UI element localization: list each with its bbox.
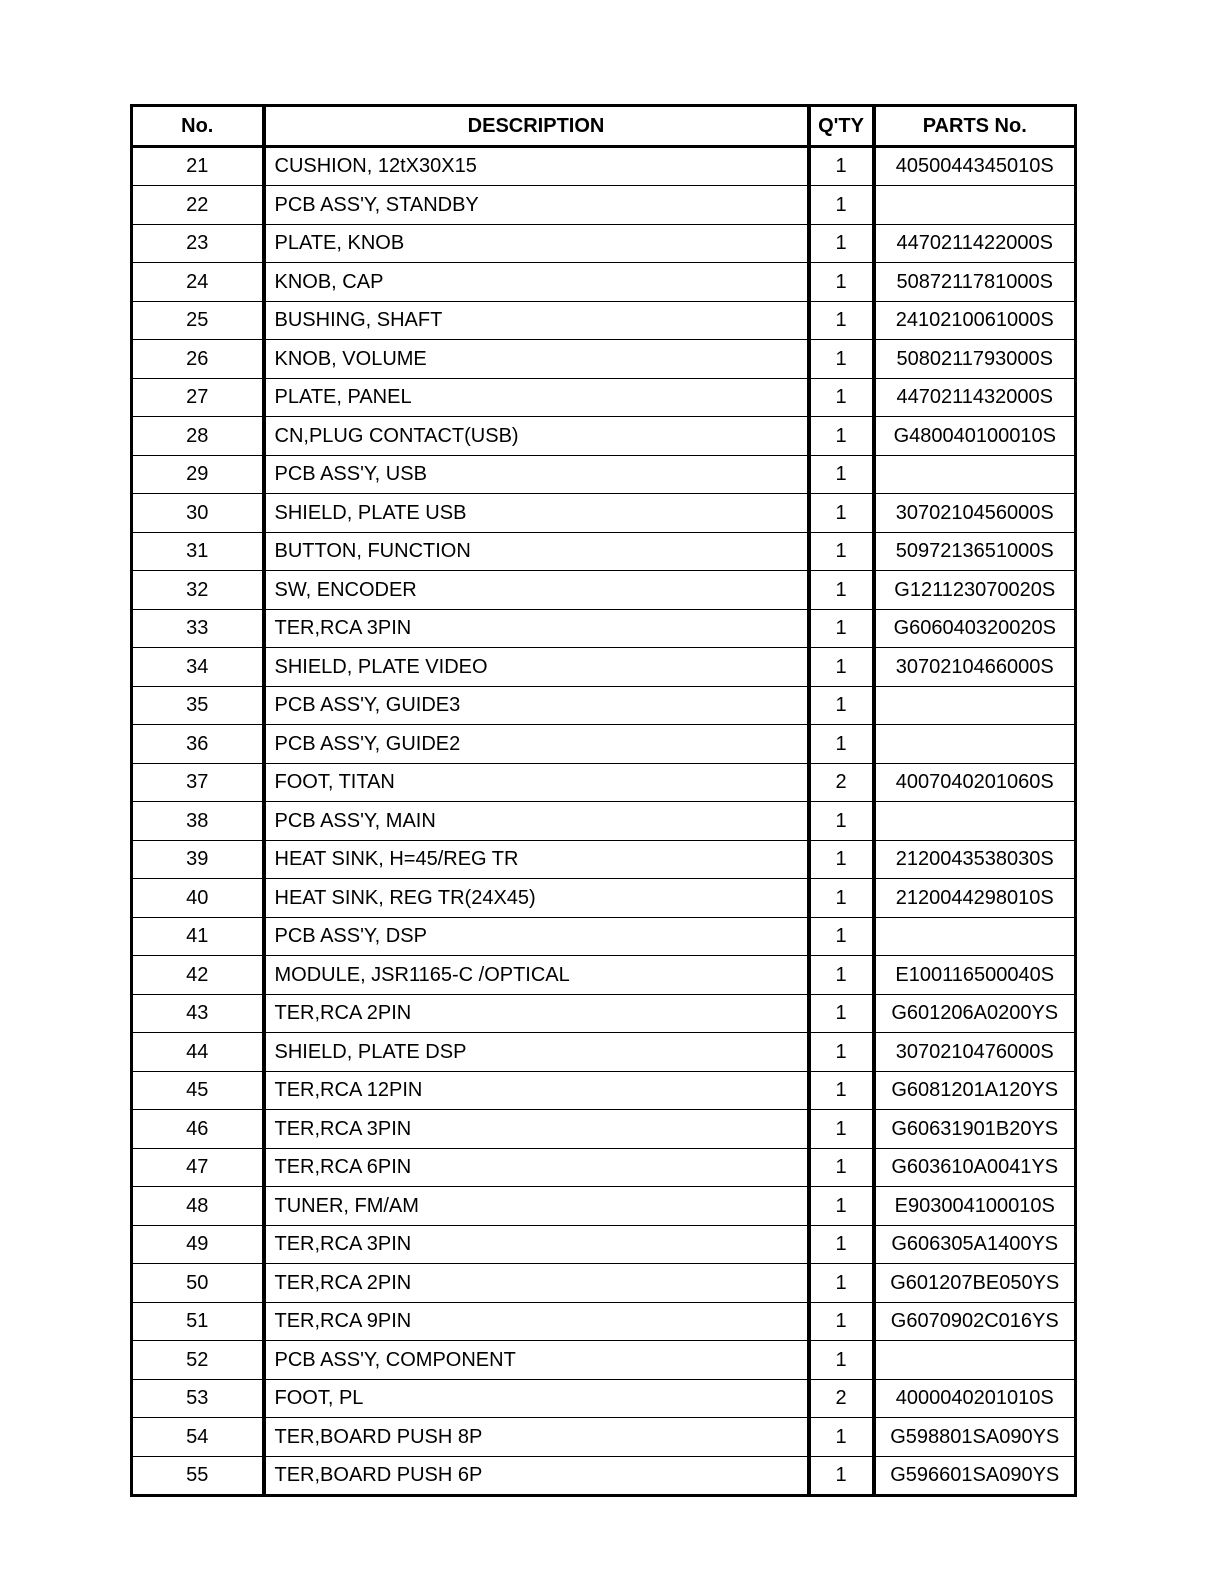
cell-description: TER,BOARD PUSH 8P (264, 1418, 809, 1457)
cell-no: 45 (132, 1071, 264, 1110)
cell-qty: 1 (809, 917, 874, 956)
cell-description: FOOT, PL (264, 1379, 809, 1418)
cell-parts-no: G121123070020S (874, 571, 1076, 610)
table-row (132, 571, 1076, 610)
cell-qty: 1 (809, 879, 874, 918)
cell-no: 42 (132, 956, 264, 995)
table-row (132, 763, 1076, 802)
cell-parts-no: 2410210061000S (874, 301, 1076, 340)
table-row (132, 648, 1076, 687)
cell-description: PCB ASS'Y, GUIDE3 (264, 686, 809, 725)
table-row (132, 1379, 1076, 1418)
cell-parts-no: 2120044298010S (874, 879, 1076, 918)
cell-qty: 1 (809, 417, 874, 456)
cell-parts-no: G596601SA090YS (874, 1456, 1076, 1496)
cell-parts-no: 5087211781000S (874, 263, 1076, 302)
cell-no: 44 (132, 1033, 264, 1072)
cell-no: 25 (132, 301, 264, 340)
cell-parts-no (874, 802, 1076, 841)
cell-no: 23 (132, 224, 264, 263)
cell-qty: 2 (809, 763, 874, 802)
cell-parts-no: G603610A0041YS (874, 1148, 1076, 1187)
cell-qty: 1 (809, 1341, 874, 1380)
cell-qty: 1 (809, 1225, 874, 1264)
cell-qty: 1 (809, 378, 874, 417)
cell-parts-no: 3070210466000S (874, 648, 1076, 687)
cell-parts-no: G601207BE050YS (874, 1264, 1076, 1303)
cell-description: CUSHION, 12tX30X15 (264, 146, 809, 186)
cell-parts-no: G6081201A120YS (874, 1071, 1076, 1110)
cell-description: KNOB, CAP (264, 263, 809, 302)
table-row (132, 725, 1076, 764)
cell-parts-no: 4050044345010S (874, 146, 1076, 186)
cell-parts-no (874, 686, 1076, 725)
cell-qty: 1 (809, 494, 874, 533)
table-row (132, 879, 1076, 918)
table-row (132, 609, 1076, 648)
table-row (132, 186, 1076, 225)
cell-qty: 1 (809, 301, 874, 340)
table-row (132, 802, 1076, 841)
cell-no: 24 (132, 263, 264, 302)
table-row (132, 378, 1076, 417)
cell-no: 28 (132, 417, 264, 456)
cell-qty: 1 (809, 1110, 874, 1149)
cell-no: 27 (132, 378, 264, 417)
cell-description: PCB ASS'Y, MAIN (264, 802, 809, 841)
cell-no: 34 (132, 648, 264, 687)
header-qty: Q'TY (809, 106, 874, 147)
cell-qty: 1 (809, 1071, 874, 1110)
cell-description: TER,RCA 2PIN (264, 994, 809, 1033)
cell-description: SW, ENCODER (264, 571, 809, 610)
table-row (132, 301, 1076, 340)
cell-parts-no: 2120043538030S (874, 840, 1076, 879)
cell-no: 48 (132, 1187, 264, 1226)
cell-no: 31 (132, 532, 264, 571)
cell-no: 21 (132, 146, 264, 186)
cell-no: 47 (132, 1148, 264, 1187)
cell-qty: 1 (809, 1456, 874, 1496)
table-row (132, 917, 1076, 956)
table-row (132, 532, 1076, 571)
cell-description: TER,RCA 3PIN (264, 1225, 809, 1264)
cell-no: 30 (132, 494, 264, 533)
header-no: No. (132, 106, 264, 147)
cell-qty: 1 (809, 802, 874, 841)
cell-no: 38 (132, 802, 264, 841)
table-row (132, 956, 1076, 995)
cell-description: TUNER, FM/AM (264, 1187, 809, 1226)
cell-qty: 1 (809, 571, 874, 610)
cell-parts-no: 5080211793000S (874, 340, 1076, 379)
cell-qty: 1 (809, 1264, 874, 1303)
cell-parts-no: 4470211432000S (874, 378, 1076, 417)
cell-parts-no: G606305A1400YS (874, 1225, 1076, 1264)
table-row (132, 146, 1076, 186)
cell-no: 51 (132, 1302, 264, 1341)
cell-description: TER,RCA 3PIN (264, 609, 809, 648)
cell-qty: 1 (809, 1418, 874, 1457)
cell-qty: 1 (809, 994, 874, 1033)
cell-description: PCB ASS'Y, STANDBY (264, 186, 809, 225)
cell-parts-no: G606040320020S (874, 609, 1076, 648)
cell-qty: 1 (809, 725, 874, 764)
cell-description: HEAT SINK, REG TR(24X45) (264, 879, 809, 918)
cell-description: KNOB, VOLUME (264, 340, 809, 379)
header-parts-no: PARTS No. (874, 106, 1076, 147)
cell-description: FOOT, TITAN (264, 763, 809, 802)
cell-parts-no: 5097213651000S (874, 532, 1076, 571)
cell-parts-no (874, 725, 1076, 764)
cell-description: BUSHING, SHAFT (264, 301, 809, 340)
cell-description: TER,RCA 3PIN (264, 1110, 809, 1149)
cell-parts-no (874, 1341, 1076, 1380)
cell-no: 50 (132, 1264, 264, 1303)
cell-qty: 1 (809, 186, 874, 225)
table-row (132, 1187, 1076, 1226)
cell-no: 54 (132, 1418, 264, 1457)
table-row (132, 686, 1076, 725)
cell-no: 32 (132, 571, 264, 610)
cell-qty: 1 (809, 1302, 874, 1341)
table-row (132, 1341, 1076, 1380)
cell-parts-no: G598801SA090YS (874, 1418, 1076, 1457)
table-body (132, 146, 1076, 1496)
table-row (132, 1225, 1076, 1264)
cell-description: CN,PLUG CONTACT(USB) (264, 417, 809, 456)
cell-no: 39 (132, 840, 264, 879)
cell-description: TER,RCA 6PIN (264, 1148, 809, 1187)
cell-parts-no: E903004100010S (874, 1187, 1076, 1226)
cell-parts-no: G6070902C016YS (874, 1302, 1076, 1341)
cell-no: 22 (132, 186, 264, 225)
table-row (132, 1071, 1076, 1110)
cell-qty: 1 (809, 146, 874, 186)
cell-qty: 1 (809, 1033, 874, 1072)
cell-description: PCB ASS'Y, DSP (264, 917, 809, 956)
cell-description: MODULE, JSR1165-C /OPTICAL (264, 956, 809, 995)
cell-parts-no: G480040100010S (874, 417, 1076, 456)
cell-qty: 1 (809, 1187, 874, 1226)
cell-no: 49 (132, 1225, 264, 1264)
header-description: DESCRIPTION (264, 106, 809, 147)
table-row (132, 1456, 1076, 1496)
table-row (132, 994, 1076, 1033)
cell-no: 40 (132, 879, 264, 918)
cell-description: TER,RCA 2PIN (264, 1264, 809, 1303)
cell-parts-no: 4000040201010S (874, 1379, 1076, 1418)
cell-no: 35 (132, 686, 264, 725)
cell-parts-no (874, 186, 1076, 225)
cell-no: 29 (132, 455, 264, 494)
parts-list-table (130, 104, 1077, 1497)
table-row (132, 417, 1076, 456)
cell-parts-no: E100116500040S (874, 956, 1076, 995)
cell-qty: 1 (809, 840, 874, 879)
cell-qty: 1 (809, 686, 874, 725)
cell-no: 37 (132, 763, 264, 802)
cell-no: 46 (132, 1110, 264, 1149)
cell-description: SHIELD, PLATE VIDEO (264, 648, 809, 687)
cell-parts-no (874, 917, 1076, 956)
cell-description: TER,RCA 9PIN (264, 1302, 809, 1341)
cell-parts-no (874, 455, 1076, 494)
cell-qty: 1 (809, 1148, 874, 1187)
cell-description: BUTTON, FUNCTION (264, 532, 809, 571)
cell-qty: 1 (809, 956, 874, 995)
cell-parts-no: 4007040201060S (874, 763, 1076, 802)
cell-qty: 1 (809, 455, 874, 494)
cell-description: SHIELD, PLATE DSP (264, 1033, 809, 1072)
cell-no: 43 (132, 994, 264, 1033)
table-row (132, 1033, 1076, 1072)
cell-parts-no: 3070210456000S (874, 494, 1076, 533)
cell-no: 52 (132, 1341, 264, 1380)
cell-description: SHIELD, PLATE USB (264, 494, 809, 533)
cell-qty: 1 (809, 340, 874, 379)
cell-description: PLATE, KNOB (264, 224, 809, 263)
cell-description: TER,BOARD PUSH 6P (264, 1456, 809, 1496)
cell-qty: 1 (809, 263, 874, 302)
table-row (132, 1264, 1076, 1303)
cell-no: 41 (132, 917, 264, 956)
cell-qty: 1 (809, 648, 874, 687)
table-row (132, 224, 1076, 263)
cell-parts-no: 3070210476000S (874, 1033, 1076, 1072)
table-row (132, 340, 1076, 379)
cell-description: PCB ASS'Y, GUIDE2 (264, 725, 809, 764)
cell-no: 36 (132, 725, 264, 764)
table-row (132, 263, 1076, 302)
table-row (132, 1418, 1076, 1457)
cell-description: PCB ASS'Y, USB (264, 455, 809, 494)
cell-description: HEAT SINK, H=45/REG TR (264, 840, 809, 879)
cell-no: 53 (132, 1379, 264, 1418)
cell-no: 33 (132, 609, 264, 648)
cell-description: PLATE, PANEL (264, 378, 809, 417)
cell-qty: 1 (809, 532, 874, 571)
table-row (132, 1110, 1076, 1149)
cell-description: TER,RCA 12PIN (264, 1071, 809, 1110)
cell-no: 26 (132, 340, 264, 379)
cell-parts-no: G601206A0200YS (874, 994, 1076, 1033)
table-row (132, 1148, 1076, 1187)
cell-qty: 1 (809, 609, 874, 648)
table-row (132, 1302, 1076, 1341)
cell-description: PCB ASS'Y, COMPONENT (264, 1341, 809, 1380)
cell-qty: 2 (809, 1379, 874, 1418)
cell-parts-no: G60631901B20YS (874, 1110, 1076, 1149)
table-row (132, 840, 1076, 879)
table-header-row (132, 106, 1076, 147)
cell-qty: 1 (809, 224, 874, 263)
cell-parts-no: 4470211422000S (874, 224, 1076, 263)
table-row (132, 494, 1076, 533)
table-row (132, 455, 1076, 494)
cell-no: 55 (132, 1456, 264, 1496)
